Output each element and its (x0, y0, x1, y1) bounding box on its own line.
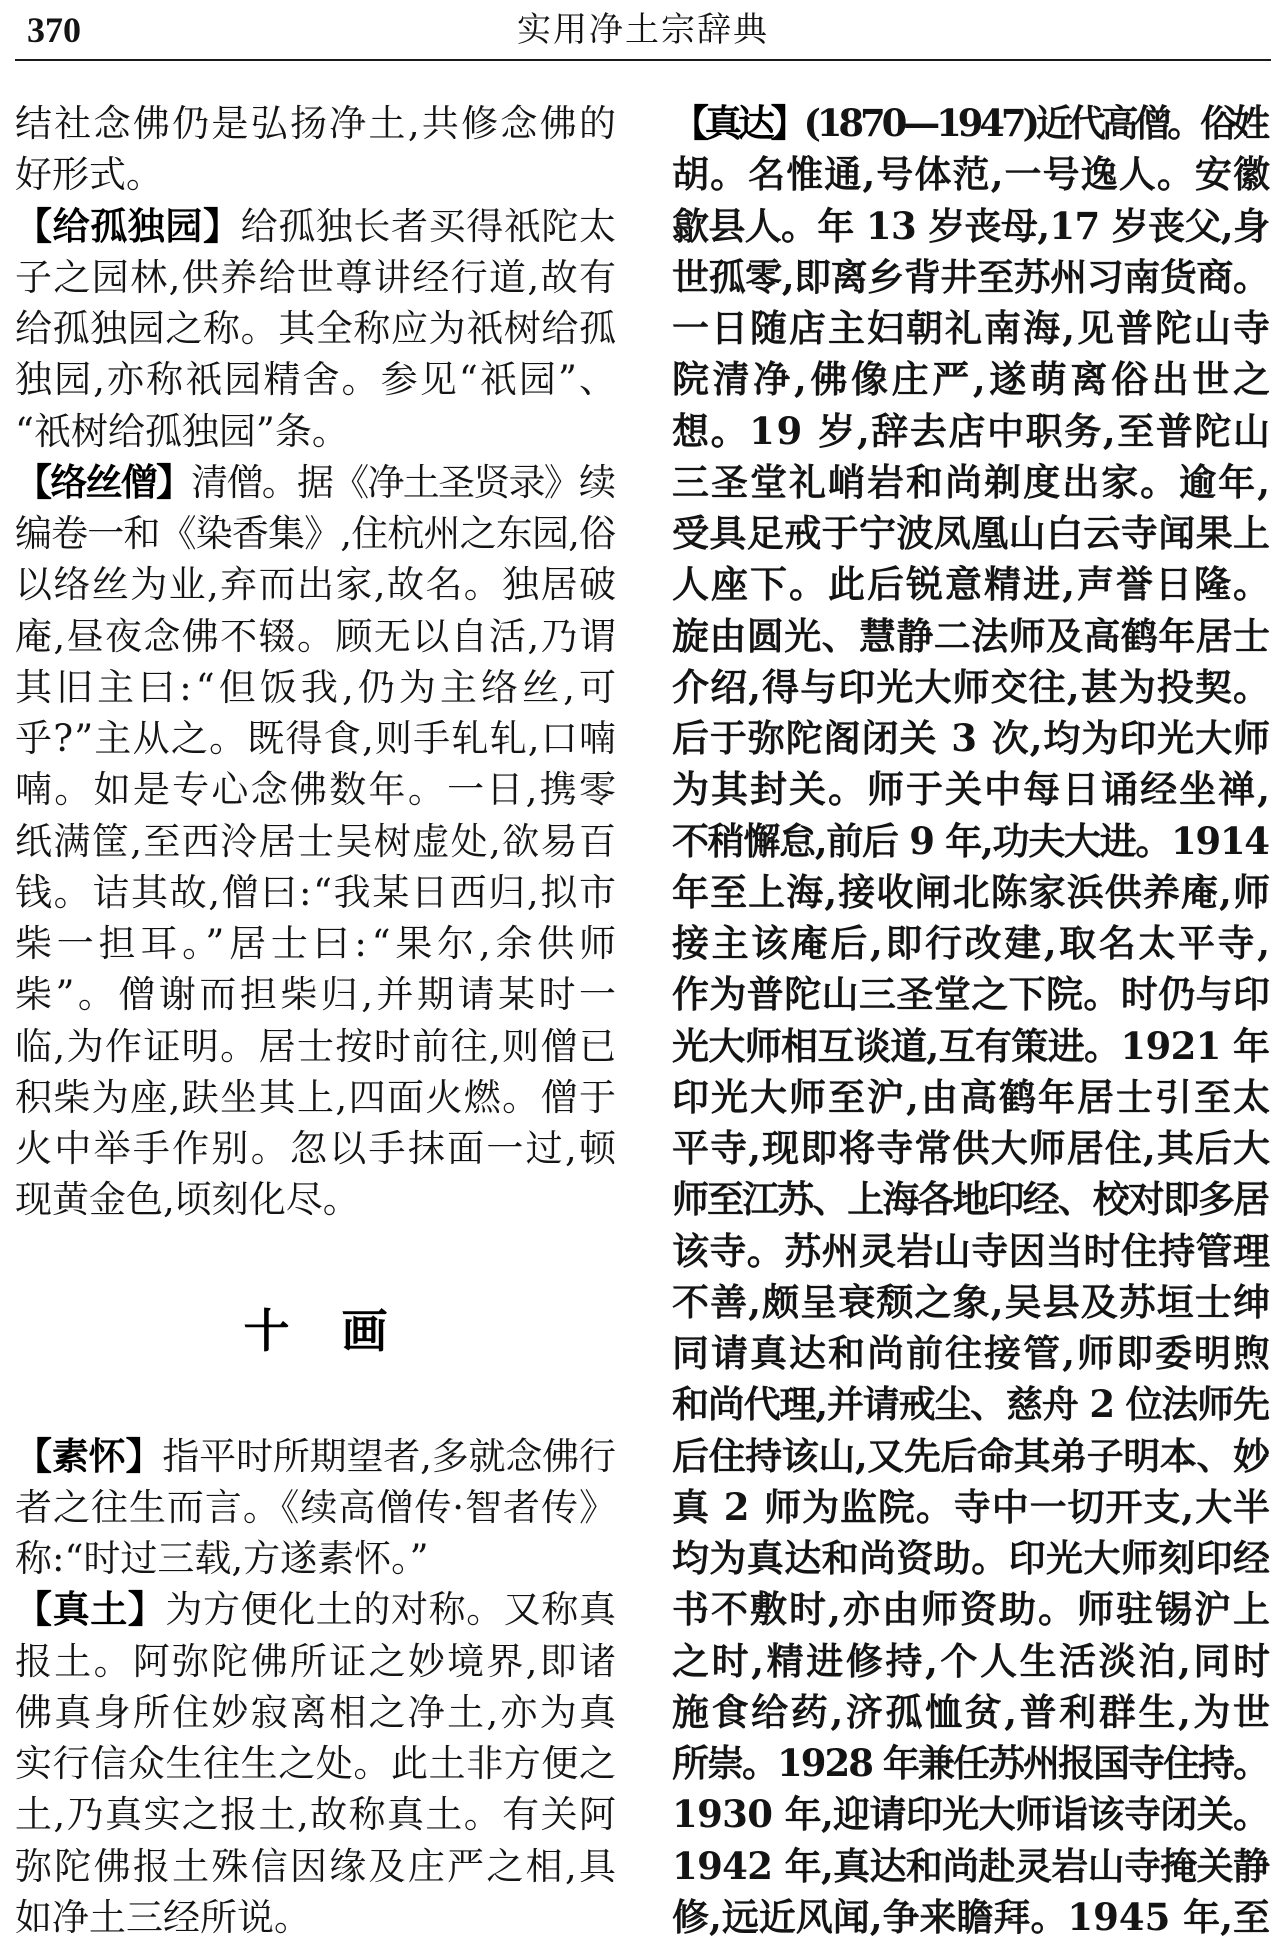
text-line (672, 764, 1270, 815)
text-line (15, 969, 620, 1020)
line-text: 真 2 师为监院。寺中一切开支,大半 (672, 1484, 1271, 1529)
text-line (672, 252, 1270, 303)
text-line-content (15, 1072, 617, 1123)
text-line-content (15, 98, 618, 149)
line-text: 火中举手作别。忽以手抹面一过,顿 (15, 1127, 619, 1170)
line-text: 如净土三经所说。 (15, 1895, 311, 1939)
text-line (672, 1174, 1270, 1225)
entries-before-heading (15, 98, 621, 1226)
text-line-content (672, 1892, 1270, 1943)
text-line (15, 1687, 619, 1738)
text-line (672, 969, 1270, 1020)
text-line-content (672, 764, 1272, 815)
text-line (15, 559, 616, 610)
line-text: 柴”。僧谢而担柴归,并期请某时一 (15, 973, 620, 1017)
text-line (15, 816, 616, 867)
line-text: 作为普陀山三圣堂之下院。时仍与印 (672, 972, 1271, 1017)
text-line (672, 201, 1270, 252)
line-text: 年至上海,接收闸北陈家浜供养庵,师 (672, 869, 1272, 914)
line-text: 纸满筐,至西泠居士吴树虚处,欲易百 (15, 819, 618, 863)
line-text: 后于弥陀阁闭关 3 次,均为印光大师 (672, 716, 1271, 760)
text-line (15, 201, 616, 252)
text-line (15, 918, 621, 969)
dictionary-entry (15, 98, 619, 201)
line-text: 给孤独长者买得祇陀太 (240, 204, 617, 248)
text-line-content (672, 662, 1271, 713)
line-text: 独园,亦称祇园精舍。参见“祇园”、 (15, 358, 619, 402)
text-line-content (672, 149, 1271, 200)
text-line (672, 1021, 1270, 1072)
text-line-content (15, 1431, 616, 1482)
line-text: 其旧主曰:“但饭我,仍为主络丝,可 (15, 665, 621, 709)
line-text: 者之往生而言。《续高僧传·智者传》 (15, 1485, 617, 1529)
header-rule (15, 59, 1271, 61)
text-line (672, 1277, 1270, 1328)
line-text: 1930 年,迎请印光大师诣该寺闭关。 (672, 1792, 1270, 1837)
text-line (15, 1841, 619, 1892)
text-line (672, 406, 1270, 457)
line-text: 给孤独园之称。其全称应为祇树给孤 (15, 307, 617, 350)
text-line (15, 1533, 616, 1584)
text-line (15, 303, 616, 354)
text-line-content (672, 1584, 1272, 1635)
text-line-content (15, 1687, 618, 1738)
text-line (15, 713, 616, 764)
line-text: “祇树给孤独园”条。 (15, 409, 349, 453)
text-line-content (672, 1687, 1273, 1738)
text-line-content (672, 201, 1269, 252)
line-text: 胡。名惟通,号体范,一号逸人。安徽 (672, 152, 1272, 197)
line-text: 旋由圆光、慧静二法师及高鹤年居士 (672, 613, 1271, 658)
line-text: 庵,昼夜念佛不辍。顾无以自活,乃谓 (15, 614, 618, 658)
dictionary-entry (15, 201, 619, 457)
line-text: 为其封关。师于关中每日诵经坐禅, (672, 767, 1272, 812)
line-text: 乎?”主从之。既得食,则手轧轧,口喃 (15, 717, 618, 760)
text-line-content (672, 354, 1274, 405)
text-line (15, 457, 616, 508)
line-text: 一日随店主妇朝礼南海,见普陀山寺 (672, 306, 1272, 350)
text-line (672, 508, 1270, 559)
text-line (672, 98, 1270, 149)
line-text: 临,为作证明。居士按时前往,则僧已 (15, 1024, 618, 1068)
line-text: 之时,精进修持,个人生活淡泊,同时 (672, 1638, 1273, 1683)
left-column (15, 98, 621, 1943)
text-line-content (15, 303, 617, 354)
line-text: 均为真达和尚资助。印光大师刻印经 (672, 1536, 1271, 1580)
text-line (672, 1738, 1270, 1789)
text-line (15, 354, 619, 405)
line-text: 光大师相互谈道,互有策进。1921 年 (672, 1023, 1270, 1068)
text-line-content (672, 1789, 1269, 1840)
text-line (15, 1892, 616, 1943)
text-line (672, 1379, 1270, 1430)
text-line (15, 1072, 616, 1123)
text-line (672, 1482, 1270, 1533)
line-text: 印光大师至沪,由高鹤年居士引至太 (672, 1074, 1272, 1119)
text-line-content (15, 149, 163, 200)
text-line (672, 918, 1273, 969)
text-line-content (672, 1482, 1271, 1533)
line-text: 接主该庵后,即行改建,取名太平寺, (672, 921, 1273, 965)
text-line-content (672, 816, 1269, 867)
text-line (15, 1431, 616, 1482)
text-line (672, 149, 1270, 200)
text-line-content (672, 713, 1271, 764)
text-line (15, 611, 616, 662)
text-line-content (15, 867, 618, 918)
text-line-content (672, 867, 1271, 918)
line-text: 以络丝为业,弃而出家,故名。独居破 (15, 563, 618, 607)
text-line (15, 764, 619, 815)
entry-headword: 【给孤独园】 (15, 204, 241, 248)
text-line (15, 98, 619, 149)
line-text: 实行信众生往生之处。此土非方便之 (15, 1742, 617, 1785)
line-text: 院清净,佛像庄严,遂萌离俗出世之 (672, 357, 1274, 402)
dictionary-entry (15, 1584, 619, 1943)
line-text: 介绍,得与印光大师交往,甚为投契。 (672, 664, 1272, 709)
text-line-content (15, 1789, 617, 1840)
text-line (672, 1533, 1270, 1584)
text-line-content (15, 662, 620, 713)
text-line-content (15, 457, 614, 508)
text-line (672, 1072, 1270, 1123)
entry-headword: 【素怀】 (15, 1434, 163, 1478)
line-text: 喃。如是专心念佛数年。一日,携零 (15, 768, 619, 812)
dictionary-entry (15, 1431, 616, 1585)
text-line (672, 1687, 1273, 1738)
text-line-content (672, 611, 1270, 662)
section-heading: 十画 (243, 1304, 440, 1358)
text-line (672, 1431, 1270, 1482)
entry-headword: 【络丝僧】 (15, 460, 192, 504)
line-text: 好形式。 (15, 153, 163, 197)
text-line (15, 1123, 619, 1174)
text-line-content (15, 1533, 429, 1584)
text-line-content (15, 252, 617, 303)
line-text: 土,乃真实之报土,故称真土。有关阿 (15, 1793, 618, 1837)
line-text: 指平时所期望者,多就念佛行 (162, 1434, 616, 1478)
text-line-content (672, 1636, 1273, 1687)
text-line-content (672, 1072, 1272, 1123)
text-line (672, 713, 1270, 764)
text-line-content (672, 303, 1272, 354)
line-text: 和尚代理,并请戒尘、慈舟 2 位法师先 (672, 1382, 1269, 1427)
section-heading-block (15, 1226, 616, 1431)
text-line (15, 508, 616, 559)
text-line-content (672, 559, 1272, 610)
line-text: 书不敷时,亦由师资助。师驻锡沪上 (672, 1587, 1272, 1632)
text-line (15, 662, 621, 713)
text-line-content (672, 1431, 1270, 1482)
line-text: 不善,颇呈衰颓之象,吴县及苏垣士绅 (672, 1279, 1272, 1324)
text-line (15, 1584, 616, 1635)
text-line-content (672, 1226, 1270, 1277)
text-line-content (15, 816, 617, 867)
text-line-content (672, 1277, 1271, 1328)
text-line (672, 1584, 1270, 1635)
text-line (672, 559, 1270, 610)
text-line-content (15, 1021, 617, 1072)
line-text: 为方便化土的对称。又称真 (165, 1588, 617, 1632)
line-text: 结社念佛仍是弘扬净土,共修念佛的 (15, 102, 619, 145)
text-line (672, 1123, 1270, 1174)
line-text: 称:“时过三载,方遂素怀。” (15, 1537, 429, 1580)
text-line-content (15, 559, 617, 610)
text-line (15, 252, 616, 303)
text-line-content (672, 406, 1272, 457)
text-line (15, 406, 616, 457)
text-line-content (672, 508, 1270, 559)
line-text: 世孤零,即离乡背井至苏州习南货商。 (672, 254, 1270, 299)
line-text: 想。19 岁,辞去店中职务,至普陀山 (672, 408, 1272, 453)
line-text: 该寺。苏州灵岩山寺因当时住持管理 (672, 1228, 1271, 1273)
line-text: (1870—1947)近代高僧。俗姓 (803, 101, 1266, 145)
line-text: 报土。阿弥陀佛所证之妙境界,即诸 (15, 1639, 619, 1683)
right-column-entries (672, 98, 1274, 1943)
text-line (672, 867, 1270, 918)
text-line (15, 1636, 619, 1687)
text-line (672, 1841, 1270, 1892)
entry-headword: 【真土】 (15, 1588, 166, 1632)
line-text: 受具足戒于宁波凤凰山白云寺闻果上 (672, 511, 1271, 555)
text-line-content (15, 1174, 360, 1225)
line-text: 子之园林,供养给世尊讲经行道,故有 (15, 255, 618, 299)
text-line (15, 1482, 616, 1533)
text-line-content (15, 713, 617, 764)
line-text: 修,远近风闻,争来瞻拜。1945 年,至 (672, 1894, 1270, 1939)
line-text: 编卷一和《染香集》,住杭州之东园,俗 (15, 512, 616, 555)
text-line (672, 457, 1270, 508)
line-text: 歙县人。年 13 岁丧母,17 岁丧父,身 (672, 203, 1270, 248)
text-line-content (672, 918, 1273, 969)
line-text: 三圣堂礼峭岩和尚剃度出家。逾年, (672, 459, 1272, 504)
right-column (672, 98, 1274, 1943)
text-line (15, 1789, 616, 1840)
line-text: 钱。诘其故,僧曰:“我某日西归,拟市 (15, 870, 618, 914)
text-line (672, 1226, 1270, 1277)
text-line-content (15, 1482, 617, 1533)
running-title: 实用净土宗辞典 (517, 10, 769, 50)
text-line-content (15, 1841, 618, 1892)
text-line-content (672, 1021, 1269, 1072)
text-line-content (672, 98, 1266, 149)
text-line-content (15, 918, 621, 969)
text-line (672, 1789, 1270, 1840)
line-text: 后住持该山,又先后命其弟子明本、妙 (672, 1433, 1270, 1478)
dictionary-entry (672, 98, 1274, 1943)
text-line-content (672, 1174, 1268, 1225)
line-text: 1942 年,真达和尚赴灵岩山寺掩关静 (672, 1843, 1270, 1888)
text-line-content (672, 1123, 1271, 1174)
page-number: 370 (27, 10, 81, 50)
text-line (672, 354, 1274, 405)
line-text: 柴一担耳。”居士曰:“果尔,余供师 (15, 922, 621, 965)
line-text: 清僧。据《净土圣贤录》续 (191, 460, 615, 504)
line-text: 所崇。1928 年兼任苏州报国寺住持。 (672, 1741, 1269, 1785)
text-line-content (15, 1123, 618, 1174)
text-line-content (15, 764, 618, 815)
text-line (672, 1636, 1273, 1687)
text-line-content (672, 1841, 1269, 1892)
text-line-content (15, 969, 619, 1020)
text-line-content (15, 1584, 617, 1635)
line-text: 同请真达和尚前往接管,师即委明煦 (672, 1331, 1272, 1375)
text-line (672, 1328, 1270, 1379)
text-line (15, 1174, 616, 1225)
text-line (672, 662, 1270, 713)
text-line-content (15, 354, 618, 405)
line-text: 师至江苏、上海各地印经、校对即多居 (672, 1177, 1269, 1222)
line-text: 施食给药,济孤恤贫,普利群生,为世 (672, 1689, 1273, 1734)
line-text: 平寺,现即将寺常供大师居住,其后大 (672, 1126, 1272, 1170)
line-text: 人座下。此后锐意精进,声誉日隆。 (672, 562, 1272, 607)
text-line-content (672, 457, 1272, 508)
line-text: 佛真身所住妙寂离相之净土,亦为真 (15, 1690, 619, 1734)
text-line-content (15, 508, 615, 559)
text-line-content (15, 1636, 618, 1687)
text-line (672, 611, 1270, 662)
line-text: 现黄金色,顷刻化尽。 (15, 1178, 360, 1222)
text-line-content (15, 201, 617, 252)
text-line (15, 149, 616, 200)
text-line (15, 1738, 616, 1789)
entry-headword: 【真达】 (672, 102, 804, 145)
text-line (15, 867, 616, 918)
text-line-content (15, 406, 349, 457)
text-line (15, 1021, 616, 1072)
text-line-content (672, 1379, 1269, 1430)
text-line (672, 1892, 1270, 1943)
dictionary-entry (15, 457, 621, 1226)
line-text: 积柴为座,趺坐其上,四面火燃。僧于 (15, 1075, 618, 1119)
text-line-content (15, 611, 617, 662)
text-line-content (672, 1328, 1272, 1379)
text-line (672, 303, 1270, 354)
text-line-content (15, 1892, 311, 1943)
text-line-content (672, 1738, 1268, 1789)
text-line-content (672, 252, 1270, 303)
entries-after-heading (15, 1431, 619, 1944)
text-line-content (672, 969, 1270, 1020)
text-line-content (672, 1533, 1270, 1584)
text-line (672, 816, 1270, 867)
line-text: 弥陀佛报土殊信因缘及庄严之相,具 (15, 1844, 619, 1888)
line-text: 不稍懈怠,前后 9 年,功夫大进。1914 (672, 818, 1269, 863)
text-line-content (15, 1738, 617, 1789)
